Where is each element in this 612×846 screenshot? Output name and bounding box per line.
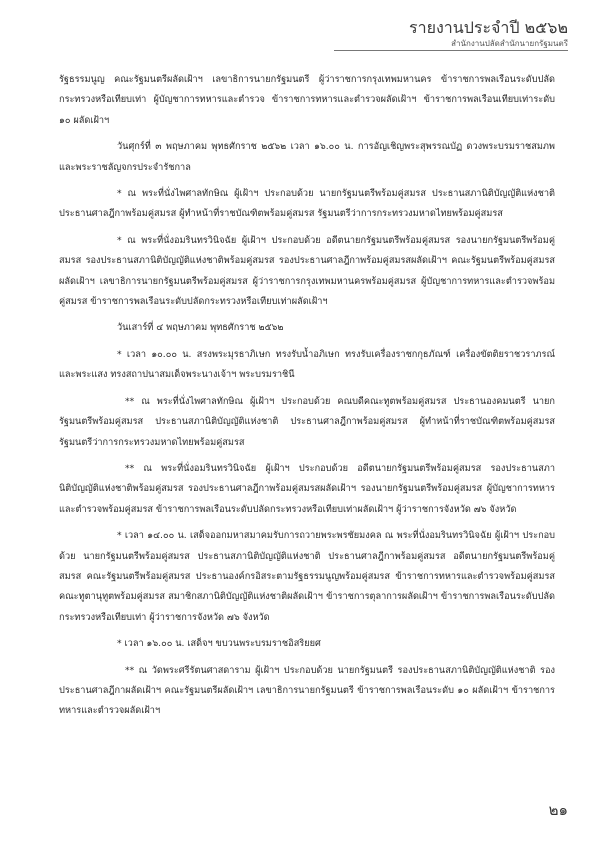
paragraph-bullet: * เวลา ๑๖.๐๐ น. เสด็จฯ ขบวนพระบรมราชอิสริยยศ [117, 638, 321, 650]
paragraph-continuation: รัฐธรรมนูญ คณะรัฐมนตรีผลัดเฝ้าฯ เลขาธิการนายกรัฐมนตรี ผู้ว่าราชการกรุงเทพมหานคร ข้าราชการพลเรือนระดับปลัดกระทรวงหรือเทียบเท่า ผู้บัญชาการทหารและตำรวจ ข้าราชการทหารและตำรวจผลัดเฝ้าฯ ข้าราชการพลเรือนเทียบเท่าระดับ ๑๐ ผลัดเฝ้าฯ [59, 74, 555, 126]
paragraph-bullet: * ณ พระที่นั่งไพศาลทักษิณ ผู้เฝ้าฯ ประกอบด้วย นายกรัฐมนตรีพร้อมคู่สมรส ประธานสภานิติบัญญัติแห่งชาติ ประธานศาลฎีกาพร้อมคู่สมรส ผู้ทำหน้าที่ราชบัณฑิตพร้อมคู่สมรส รัฐมนตรีว่าการกระทรวงมหาดไทยพร้อมคู่สมรส [59, 188, 555, 220]
paragraph-bullet: * ณ พระที่นั่งอมรินทรวินิจฉัย ผู้เฝ้าฯ ประกอบด้วย อดีตนายกรัฐมนตรีพร้อมคู่สมรส รองนายกรัฐมนตรีพร้อมคู่สมรส รองประธานสภานิติบัญญัติแห่งชาติพร้อมคู่สมรส รองประธานศาลฎีกาพร้อมคู่สมรสผลัดเฝ้าฯ คณะรัฐมนตรีพร้อมคู่สมรสผลัดเฝ้าฯ เลขาธิการนายกรัฐมนตรีพร้อมคู่สมรส ผู้ว่าราชการกรุงเทพมหานครพร้อมคู่สมรส ผู้บัญชาการทหารและตำรวจพร้อมคู่สมรส ข้าราชการพลเรือนระดับปลัดกระทรวงหรือเทียบเท่าผลัดเฝ้าฯ [59, 234, 555, 308]
report-title: รายงานประจำปี ๒๕๖๒ [409, 18, 568, 37]
paragraph-sub-bullet: ** ณ พระที่นั่งไพศาลทักษิณ ผู้เฝ้าฯ ประกอบด้วย คณบดีคณะทูตพร้อมคู่สมรส ประธานองคมนตรี นายกรัฐมนตรีพร้อมคู่สมรส ประธานสภานิติบัญญัติแห่งชาติ ประธานศาลฎีกาพร้อมคู่สมรส ผู้ทำหน้าที่ราชบัณฑิตพร้อมคู่สมรส รัฐมนตรีว่าการกระทรวงมหาดไทยพร้อมคู่สมรส [59, 395, 555, 448]
paragraph-bullet: * เวลา ๑๐.๐๐ น. สรงพระมุรธาภิเษก ทรงรับน้ำอภิเษก ทรงรับเครื่องราชกกุธภัณฑ์ เครื่องขัตติยราชวราภรณ์ และพระแสง ทรงสถาปนาสมเด็จพระนางเจ้าฯ พระบรมราชินี [59, 348, 555, 381]
paragraph-bullet: * เวลา ๑๔.๐๐ น. เสด็จออกมหาสมาคมรับการถวายพระพรชัยมงคล ณ พระที่นั่งอมรินทรวินิจฉัย ผู้เฝ้าฯ ประกอบด้วย นายกรัฐมนตรีพร้อมคู่สมรส ประธานสภานิติบัญญัติแห่งชาติ ประธานศาลฎีกาพร้อมคู่สมรส อดีตนายกรัฐมนตรีพร้อมคู่สมรส คณะรัฐมนตรีพร้อมคู่สมรส ประธานองค์กรอิสระตามรัฐธรรมนูญพร้อมคู่สมรส ข้าราชการทหารและตำรวจพร้อมคู่สมรส คณะทูตานุทูตพร้อมคู่สมรส สมาชิกสภานิติบัญญัติแห่งชาติผลัดเฝ้าฯ ข้าราชการตุลาการผลัดเฝ้าฯ ข้าราชการพลเรือนระดับปลัดกระทรวงหรือเทียบเท่า ผู้ว่าราชการจังหวัด ๗๖ จังหวัด [59, 530, 555, 623]
office-subtitle: สำนักงานปลัดสำนักนายกรัฐมนตรี [451, 39, 568, 48]
document-body [59, 70, 555, 728]
paragraph-sub-bullet: ** ณ พระที่นั่งอมรินทรวินิจฉัย ผู้เฝ้าฯ ประกอบด้วย อดีตนายกรัฐมนตรีพร้อมคู่สมรส รองประธานสภานิติบัญญัติแห่งชาติพร้อมคู่สมรส รองประธานศาลฎีกาพร้อมคู่สมรสผลัดเฝ้าฯ รองนายกรัฐมนตรีพร้อมคู่สมรส ผู้บัญชาการทหารและตำรวจพร้อมคู่สมรส ข้าราชการพลเรือนระดับปลัดกระทรวงหรือเทียบเท่าผลัดเฝ้าฯ ผู้ว่าราชการจังหวัด ๗๖ จังหวัด [59, 462, 555, 515]
paragraph-sub-bullet: ** ณ วัดพระศรีรัตนศาสดาราม ผู้เฝ้าฯ ประกอบด้วย นายกรัฐมนตรี รองประธานสภานิติบัญญัติแห่งชาติ รองประธานศาลฎีกาผลัดเฝ้าฯ คณะรัฐมนตรีผลัดเฝ้าฯ เลขาธิการนายกรัฐมนตรี ข้าราชการพลเรือนระดับ ๑๐ ผลัดเฝ้าฯ ข้าราชการทหารและตำรวจผลัดเฝ้าฯ [59, 664, 555, 717]
paragraph-date-saturday: วันเสาร์ที่ ๔ พฤษภาคม พุทธศักราช ๒๕๖๒ [117, 322, 284, 334]
page-number: ๒๑ [548, 801, 568, 819]
paragraph-date-friday: วันศุกร์ที่ ๓ พฤษภาคม พุทธศักราช ๒๕๖๒ เวลา ๑๖.๐๐ น. การอัญเชิญพระสุพรรณบัฏ ดวงพระบรมราชสมภพ และพระราชลัญจกรประจำรัชกาล [59, 141, 555, 173]
header-rule [334, 50, 568, 51]
